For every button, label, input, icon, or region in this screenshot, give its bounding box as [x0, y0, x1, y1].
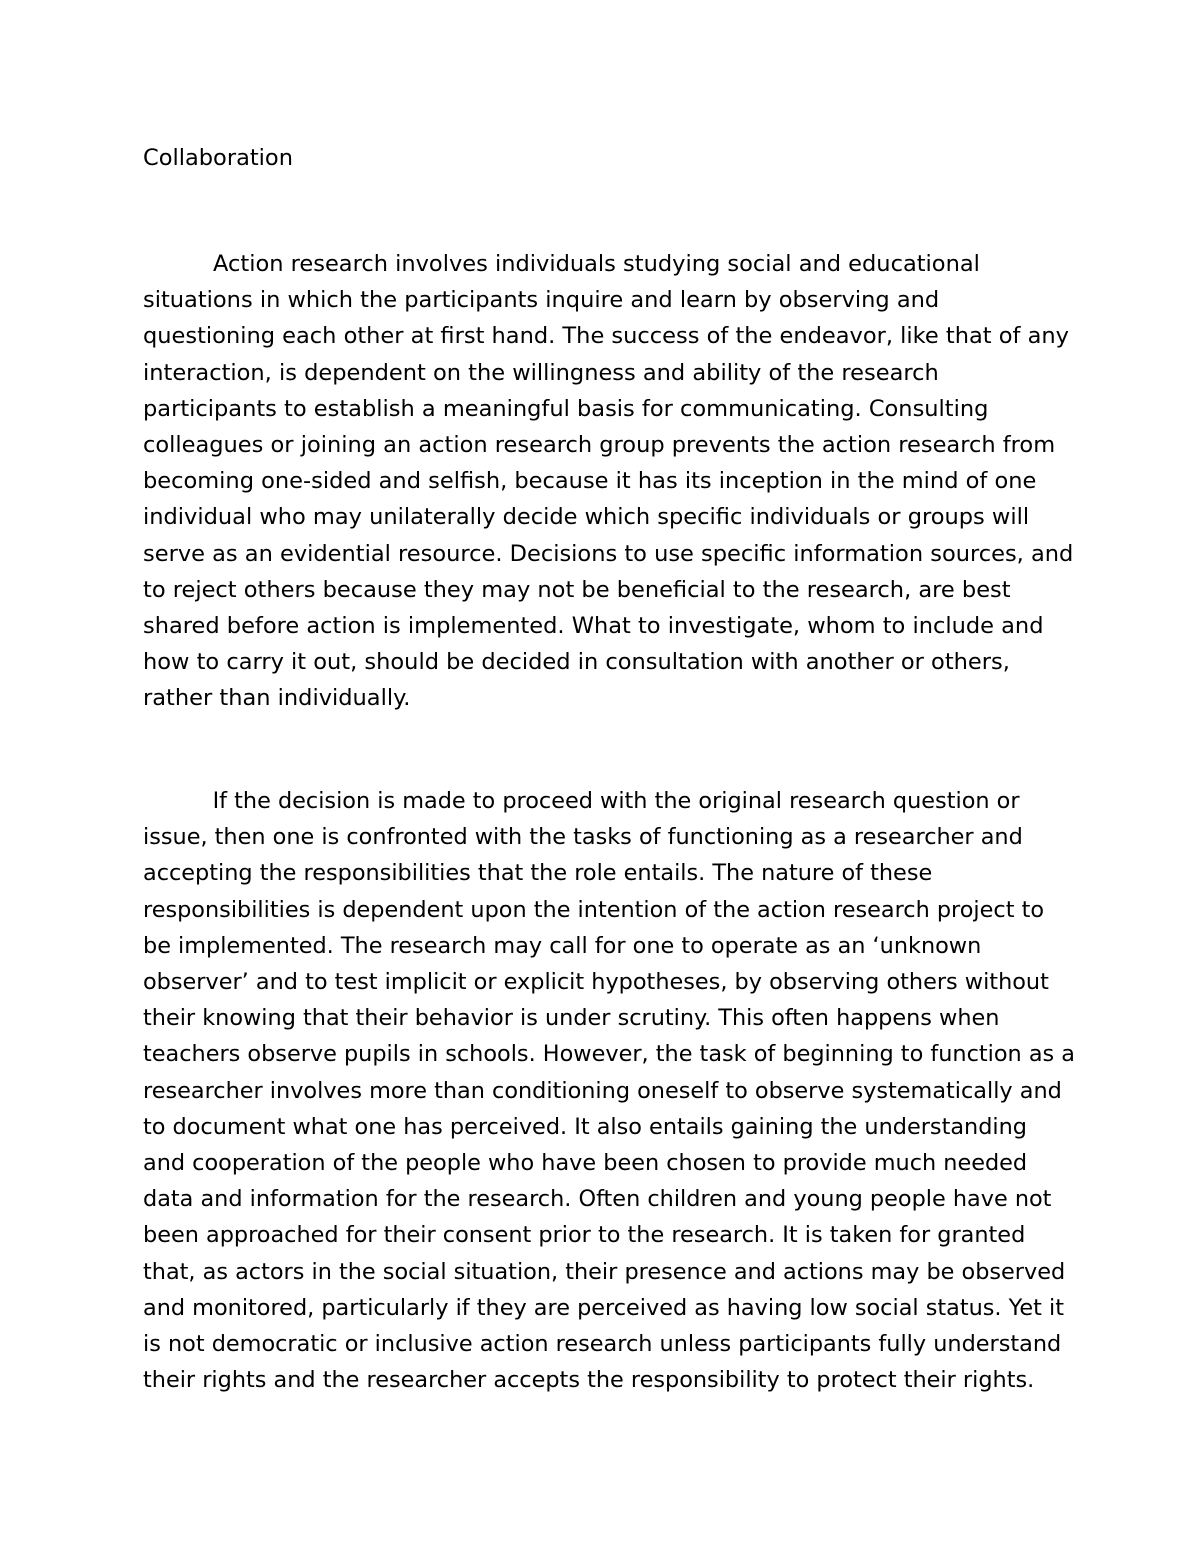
paragraph-line: colleagues or joining an action research group prevents the action research from — [143, 432, 1056, 459]
paragraph-line: to reject others because they may not be beneficial to the research, are best — [143, 576, 1011, 603]
paragraph-line: becoming one-sided and selfish, because it has its inception in the mind of one — [143, 468, 1037, 495]
paragraph-line: serve as an evidential resource. Decisions to use specific information sources, and — [143, 540, 1074, 567]
paragraph-line: been approached for their consent prior to the research. It is taken for granted — [143, 1222, 1026, 1249]
paragraph-line: their rights and the researcher accepts the responsibility to protect their rights. — [143, 1367, 1035, 1394]
paragraph-line: and cooperation of the people who have been chosen to provide much needed — [143, 1150, 1028, 1177]
paragraph-line: responsibilities is dependent upon the intention of the action research project to — [143, 896, 1045, 923]
paragraph-line: be implemented. The research may call for one to operate as an ‘unknown — [143, 932, 982, 959]
paragraph-line: to document what one has perceived. It also entails gaining the understanding — [143, 1113, 1027, 1140]
paragraph-line: how to carry it out, should be decided in consultation with another or others, — [143, 649, 1010, 676]
paragraph-line: questioning each other at first hand. The success of the endeavor, like that of any — [143, 323, 1069, 350]
paragraph-line: teachers observe pupils in schools. However, the task of beginning to function as a — [143, 1041, 1075, 1068]
paragraph-line: and monitored, particularly if they are perceived as having low social status. Yet it — [143, 1294, 1064, 1321]
paragraph-line: accepting the responsibilities that the role entails. The nature of these — [143, 860, 933, 887]
paragraph-line: issue, then one is confronted with the tasks of functioning as a researcher and — [143, 824, 1023, 851]
paragraph-line: rather than individually. — [143, 685, 411, 712]
document-title: Collaboration — [143, 145, 293, 171]
paragraph-line: shared before action is implemented. What to investigate, whom to include and — [143, 613, 1044, 640]
paragraph-line: interaction, is dependent on the willingness and ability of the research — [143, 359, 939, 386]
paragraph-collaboration — [143, 246, 1073, 717]
paragraph-line: observer’ and to test implicit or explicit hypotheses, by observing others without — [143, 969, 1049, 996]
paragraph-researcher-role — [143, 783, 1081, 1398]
paragraph-line: that, as actors in the social situation, their presence and actions may be observed — [143, 1258, 1066, 1285]
paragraph-line: researcher involves more than conditioning oneself to observe systematically and — [143, 1077, 1062, 1104]
paragraph-line: Action research involves individuals studying social and educational — [213, 251, 980, 277]
paragraph-line: If the decision is made to proceed with the original research question or — [212, 788, 1020, 814]
paragraph-line: data and information for the research. Often children and young people have not — [143, 1186, 1052, 1213]
paragraph-line: is not democratic or inclusive action research unless participants fully understand — [143, 1331, 1062, 1358]
paragraph-line: their knowing that their behavior is under scrutiny. This often happens when — [143, 1005, 1000, 1032]
paragraph-line: situations in which the participants inquire and learn by observing and — [143, 287, 940, 314]
paragraph-line: individual who may unilaterally decide which specific individuals or groups will — [143, 504, 1030, 531]
paragraph-line: participants to establish a meaningful basis for communicating. Consulting — [143, 395, 989, 422]
